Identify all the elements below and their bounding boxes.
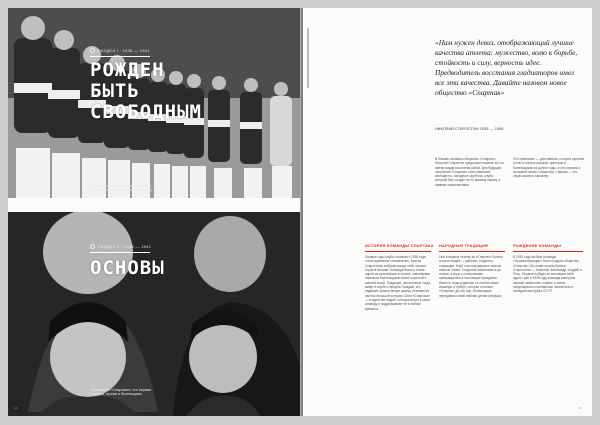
photo-caption-bottom: Основатели «Спартака», его первые тренеры, игроки и болельщики [90, 388, 152, 397]
left-page [8, 8, 304, 416]
section-kicker-bottom [90, 244, 151, 249]
divider [90, 252, 150, 253]
photo-caption-top: «Спартак» — люди, которые, долгие годы, хранили его и вели к будущему [90, 184, 153, 193]
players-photo [8, 212, 304, 416]
headline-line-2: БЫТЬ [90, 80, 140, 102]
column-rule-2 [439, 251, 505, 252]
right-page [303, 8, 592, 416]
intro-column-1: В Москве основано общество «Спартак». Николай Старостин предложил назвать его по имени вождя восстания рабов. Для будущих поколений «Спартак» стал символом свободного, народного футбола, клуба, который был создан не по приказу сверху, а самими спортсменами. [435, 157, 504, 187]
page-number-left: 12 [14, 406, 18, 410]
quote-attribution: НИКОЛАЙ СТАРОСТИН 1935 — 1996 [435, 127, 504, 131]
column-body-3: В 1935 году на базе команды «Промкооперации» было создано общество «Спартак». Во главе стояли братья Старостины — Николай, Александр, Андрей и Петр. Первые победы не заставили себя ждать: уже в 1936 году команда выиграла первый чемпионат страны, а затем неоднократно становилась чемпионом и обладателем Кубка СССР. [513, 255, 582, 294]
headline-top [90, 60, 202, 123]
section-kicker-top [90, 48, 150, 53]
column-heading-1: ИСТОРИЯ КОМАНДЫ СПАРТАКА [365, 244, 434, 248]
intro-column-2: Это признание — достижение, которое сделали сотни и тысячи игроков, тренеров и болельщиков за долгие годы, и оно связано с историей нашего общества. Спартак — это образ жизни и характер. [513, 157, 585, 179]
column-rule-3 [513, 251, 583, 252]
column-rule-1 [365, 251, 431, 252]
players-photo-illustration [8, 212, 304, 416]
circle-icon [90, 244, 95, 249]
column-body-2: Уже в первые сезоны за «Спартак» болели тысячи людей — рабочие, студенты, служащие. Клуб стал народным в полном смысле слова. Стадионы заполнялись до отказа, а игры с соперниками превращались в настоящие праздники. Именно тогда родилась та особая связь команды и трибун, которая отличает «Спартак» до сих пор. Болельщики передавали свою любовь детям и внукам. [439, 255, 503, 298]
page-number-right: 13 [579, 406, 583, 410]
headline-line-3: СВОБОДНЫМ [90, 101, 202, 123]
kicker-text: РАЗДЕЛ II · 1935 — 1941 [98, 244, 152, 249]
headline-bottom: ОСНОВЫ [90, 257, 165, 279]
headline-line-1: РОЖДЕН [90, 59, 165, 81]
divider [90, 56, 150, 57]
kicker-text: РАЗДЕЛ I · 1935 — 1941 [98, 48, 150, 53]
column-body-1: Первые годы клуба, начиная с 1935 года, стали временем становления. Братья Старостины собрали вокруг себя лучших игроков Москвы. Команда быстро стала одной из сильнейших в стране, завоевывая симпатии болельщиков своей открытой и смелой игрой. Традиции, заложенные тогда, живут в клубе и сегодня. Каждый, кто надевает красно-белую форму, становится частью большой истории. Сила «Спартака» — в единстве людей, которые верят в свою команду и поддерживают ее в любые времена. [365, 255, 431, 311]
column-heading-2: НАРОДНАЯ ТРАДИЦИЯ [439, 244, 489, 248]
column-heading-3: РОЖДЕНИЕ КОМАНДЫ [513, 244, 562, 248]
circle-icon [90, 48, 95, 53]
pull-quote: «Нам нужен девиз, отображающий лучшие качества атлета: мужество, волю к борьбе, стойкость и силу, верность идее. Предводитель восстания гладиаторов имел все эти качества. Давайте назовем новое общество «Спартак» [435, 38, 578, 97]
page-edge-mark [307, 28, 309, 88]
